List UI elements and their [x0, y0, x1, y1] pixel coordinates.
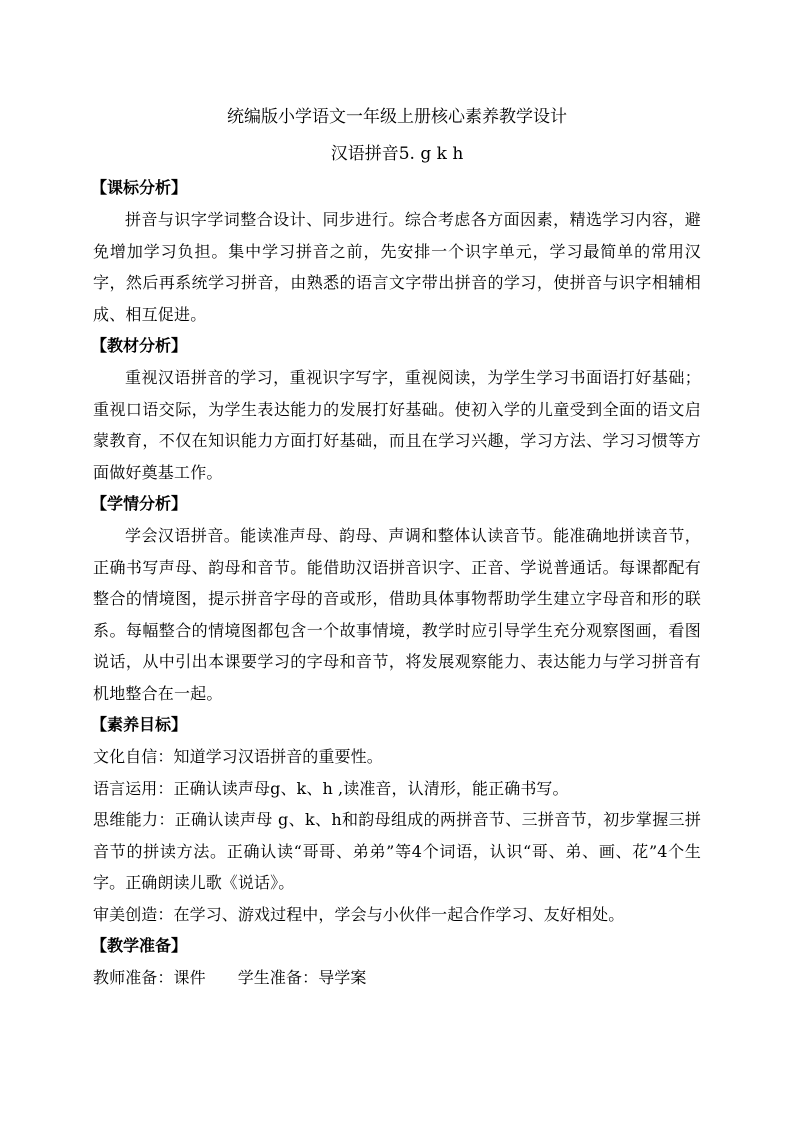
- section-curriculum: [93, 172, 701, 330]
- section-students: [93, 488, 701, 709]
- document-title: 统编版小学语文一年级上册核心素养教学设计: [227, 107, 567, 127]
- curriculum-body: 拼音与识字学词整合设计、同步进行。综合考虑各方面因素，精选学习内容，避免增加学习负担。集中学习拼音之前，先安排一个识字单元，学习最简单的常用汉字，然后再系统学习拼音，由熟悉的语言文字带出拼音的学习，使拼音与识字相辅相成、相互促进。: [93, 210, 701, 324]
- heading-textbook: 【教材分析】: [91, 336, 188, 355]
- student-preparation: 学生准备：导学案: [237, 968, 367, 987]
- section-goals: [93, 709, 701, 930]
- document-page: [93, 98, 701, 994]
- textbook-body: 重视汉语拼音的学习，重视识字写字，重视阅读，为学生学习书面语打好基础；重视口语交际，为学生表达能力的发展打好基础。使初入学的儿童受到全面的语文启蒙教育，不仅在知识能力方面打好基础，而且在学习兴趣，学习方法、学习习惯等方面做好奠基工作。: [93, 368, 701, 482]
- students-body: 学会汉语拼音。能读准声母、韵母、声调和整体认读音节。能准确地拼读音节，正确书写声母、韵母和音节。能借助汉语拼音识字、正音、学说普通话。每课都配有整合的情境图，提示拼音字母的音或形，借助具体事物帮助学生建立字母音和形的联系。每幅整合的情境图都包含一个故事情境，教学时应引导学生充分观察图画，看图说话，从中引出本课要学习的字母和音节，将发展观察能力、表达能力与学习拼音有机地整合在一起。: [93, 526, 701, 703]
- preparation-line: [93, 962, 701, 994]
- heading-curriculum: 【课标分析】: [91, 178, 188, 197]
- lesson-title: 汉语拼音5. g k h: [330, 144, 464, 164]
- goal-language: 语言运用：正确认读声母g、k、h ,读准音，认清形，能正确书写。: [93, 778, 569, 798]
- teacher-preparation: 教师准备：课件: [93, 968, 206, 987]
- section-preparation: [93, 930, 701, 994]
- goal-aesthetic: 审美创造：在学习、游戏过程中，学会与小伙伴一起合作学习、友好相处。: [93, 904, 625, 924]
- heading-students: 【学情分析】: [91, 494, 188, 513]
- heading-preparation: 【教学准备】: [91, 936, 188, 955]
- heading-goals: 【素养目标】: [91, 715, 188, 734]
- section-textbook: [93, 330, 701, 488]
- goal-culture: 文化自信：知道学习汉语拼音的重要性。: [93, 747, 383, 766]
- goal-thinking: 思维能力：正确认读声母 g、k、h和韵母组成的两拼音节、三拼音节，初步掌握三拼音节的拼读方法。正确认读“哥哥、弟弟”等4个词语，认识“哥、弟、画、花”4个生字。正确朗读儿歌《说话》。: [93, 810, 701, 892]
